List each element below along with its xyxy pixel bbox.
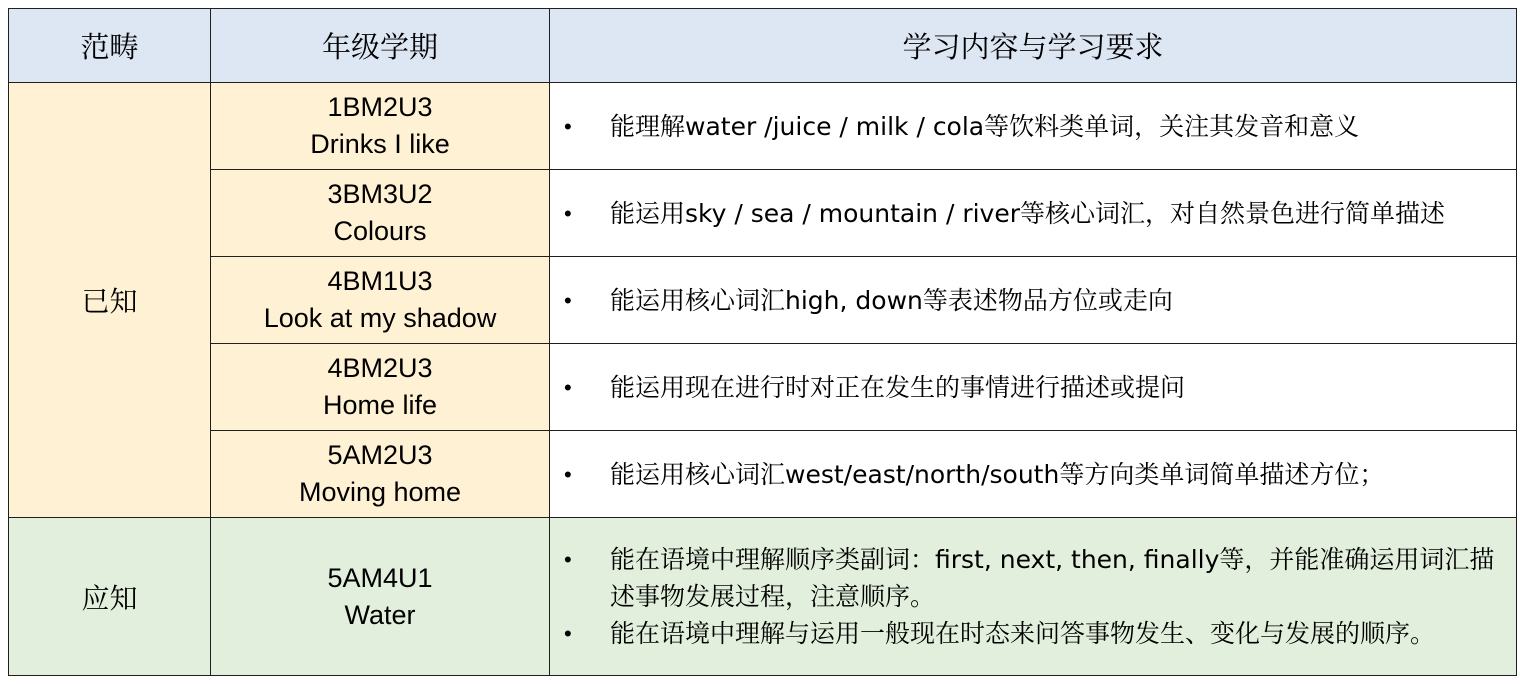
requirement-cell	[550, 344, 1517, 431]
grade-cell	[211, 518, 550, 676]
grade-title: Colours	[333, 216, 427, 246]
bullet-icon: •	[564, 621, 572, 646]
requirement-text: 能运用核心词汇west/east/north/south等方向类单词简单描述方位；	[610, 459, 1385, 489]
table-row	[9, 518, 1517, 676]
grade-code: 4BM2U3	[327, 353, 433, 383]
requirement-cell	[550, 431, 1517, 518]
table-row	[9, 431, 1517, 518]
header-content: 学习内容与学习要求	[550, 9, 1517, 83]
requirement-text: 能在语境中理解顺序类副词：first, next, then, finally等，并能准确运用词汇描述事物发展过程，注意顺序。	[610, 545, 1495, 611]
table-row	[9, 257, 1517, 344]
grade-cell	[211, 170, 550, 257]
requirement-item	[550, 195, 1516, 232]
requirement-text: 能理解water /juice / milk / cola等饮料类单词，关注其发音和意义	[610, 111, 1360, 141]
grade-cell	[211, 431, 550, 518]
bullet-icon: •	[564, 287, 572, 313]
requirement-item	[550, 282, 1516, 319]
grade-code: 5AM2U3	[327, 440, 433, 470]
table-row	[9, 83, 1517, 170]
grade-title: Home life	[322, 390, 438, 420]
header-row	[9, 9, 1517, 83]
grade-code: 5AM4U1	[327, 562, 433, 593]
header-category: 范畴	[9, 9, 211, 83]
grade-cell	[211, 344, 550, 431]
grade-cell	[211, 257, 550, 344]
grade-title: Drinks I like	[310, 129, 450, 159]
requirement-cell	[550, 170, 1517, 257]
curriculum-table	[8, 8, 1517, 676]
header-grade: 年级学期	[211, 9, 550, 83]
grade-code: 3BM3U2	[327, 179, 433, 209]
requirement-text: 能运用现在进行时对正在发生的事情进行描述或提问	[610, 372, 1186, 402]
category-should-know: 应知	[9, 518, 211, 676]
bullet-icon: •	[564, 113, 572, 139]
requirement-cell	[550, 83, 1517, 170]
bullet-icon: •	[564, 200, 572, 226]
grade-title: Water	[344, 599, 416, 630]
grade-code: 1BM2U3	[327, 92, 433, 122]
grade-title: Moving home	[298, 477, 462, 507]
grade-title: Look at my shadow	[263, 303, 497, 333]
requirement-item	[550, 108, 1516, 145]
requirement-text: 能运用sky / sea / mountain / river等核心词汇，对自然景色进行简单描述	[610, 198, 1446, 228]
requirement-item	[550, 369, 1516, 406]
requirement-cell	[550, 257, 1517, 344]
table-row	[9, 344, 1517, 431]
grade-cell	[211, 83, 550, 170]
grade-code: 4BM1U3	[327, 266, 433, 296]
bullet-icon: •	[564, 547, 572, 572]
requirement-text: 能在语境中理解与运用一般现在时态来问答事物发生、变化与发展的顺序。	[610, 619, 1436, 648]
table-row	[9, 170, 1517, 257]
bullet-icon: •	[564, 374, 572, 400]
requirement-item	[550, 541, 1516, 615]
requirement-item	[550, 456, 1516, 493]
requirement-item	[550, 615, 1516, 652]
requirement-cell	[550, 518, 1517, 676]
category-known: 已知	[9, 83, 211, 518]
requirement-text: 能运用核心词汇high, down等表述物品方位或走向	[610, 285, 1173, 315]
bullet-icon: •	[564, 461, 572, 487]
